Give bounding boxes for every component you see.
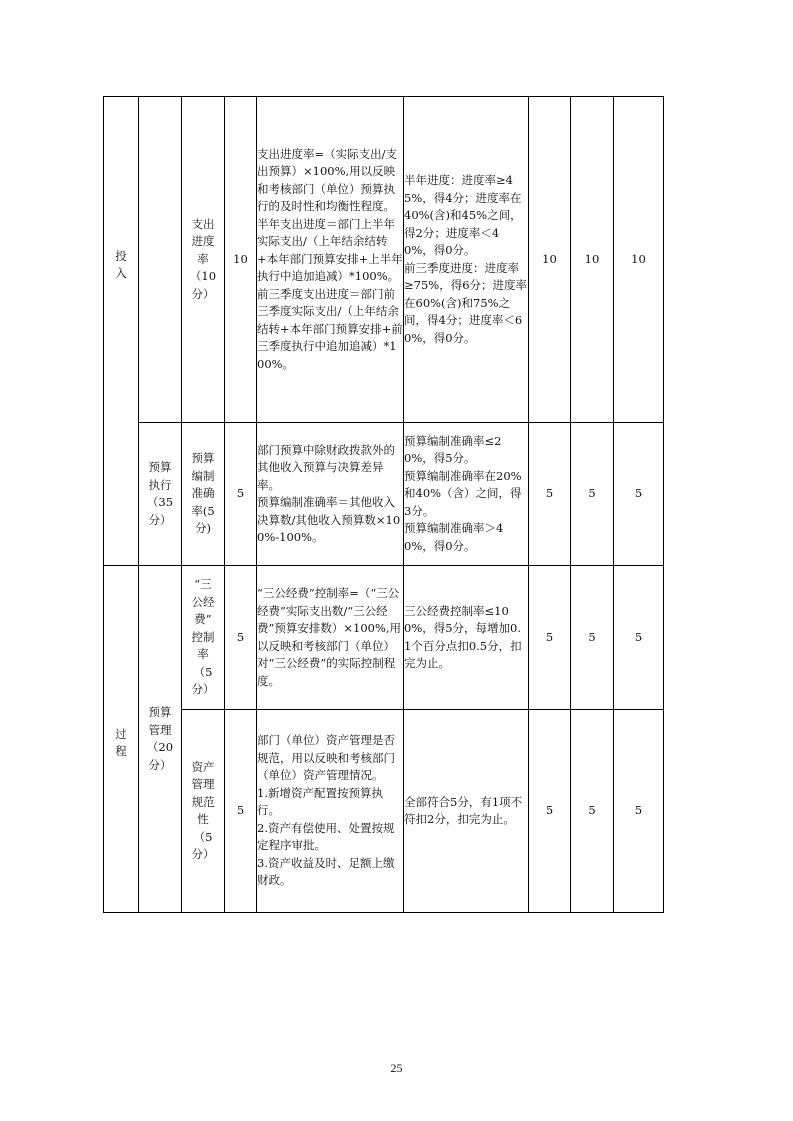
score-cell-2 <box>571 710 614 913</box>
criteria-text: 全部符合5分，有1项不符扣2分，扣完为止。 <box>404 794 523 826</box>
score-cell-3 <box>614 97 664 423</box>
weight-value: 5 <box>236 629 245 644</box>
table-row <box>104 423 664 566</box>
weight-cell <box>225 423 257 566</box>
description-cell <box>257 566 404 710</box>
score-value: 5 <box>588 486 596 501</box>
score-value: 5 <box>634 486 643 501</box>
weight-value: 5 <box>236 486 245 501</box>
score-cell-3 <box>614 423 664 566</box>
score-cell-2 <box>571 566 614 710</box>
criteria-cell <box>404 566 529 710</box>
level3-label: “三 公经 费” 控制 率 （5 分） <box>191 577 215 697</box>
level2-cell <box>139 423 182 566</box>
criteria-cell <box>404 97 529 423</box>
description-cell <box>257 97 404 423</box>
level2-label: 预算 执行 （35 分） <box>146 460 174 527</box>
description-text: 部门（单位）资产管理是否规范，用以反映和考核部门（单位）资产管理情况。 1.新增资产配置按预算执行。 2.资产有偿使用、处置按规定程序审批。 3.资产收益及时、足额上缴财政。 <box>257 733 395 888</box>
level3-cell <box>182 423 225 566</box>
score-cell-1 <box>529 97 571 423</box>
criteria-text: 三公经费控制率≤100%，得5分，每增加0.1个百分点扣0.5分，扣完为止。 <box>404 603 522 670</box>
page-number: 25 <box>390 1061 403 1075</box>
score-cell-3 <box>614 710 664 913</box>
weight-value: 5 <box>236 803 245 818</box>
score-cell-1 <box>529 423 571 566</box>
category-label: 过 程 <box>115 726 127 758</box>
score-value: 10 <box>542 251 557 266</box>
criteria-text: 半年进度：进度率≥45%，得4分；进度率在40%(含)和45%之间，得2分；进度率＜40%，得0分。 前三季度进度：进度率≥75%，得6分；进度率在60%(含)和75%之间，得4分；进度率＜60%，得0分。 <box>404 173 528 345</box>
table-row <box>104 566 664 710</box>
score-cell-3 <box>614 566 664 710</box>
criteria-cell <box>404 423 529 566</box>
score-cell-2 <box>571 423 614 566</box>
category-cell-input <box>104 97 139 566</box>
score-value: 10 <box>631 251 646 266</box>
score-cell-1 <box>529 710 571 913</box>
description-text: “三公经费”控制率=（“三公经费”实际支出数/“三公经费”预算安排数）×100%,用以反映和考核部门（单位）对“三公经费”的实际控制程度。 <box>257 586 402 688</box>
score-value: 10 <box>584 251 600 266</box>
weight-value: 10 <box>233 251 248 266</box>
table-row <box>104 97 664 423</box>
weight-cell <box>225 710 257 913</box>
description-text: 支出进度率=（实际支出/支出预算）×100%,用以反映和考核部门（单位）预算执行的及时性和均衡性程度。 半年支出进度＝部门上半年实际支出/（上年结余结转+本年部门预算安排+上半年执行中追加追减）*100%。 前三季度支出进度＝部门前三季度实际支出/（上年结余结转+本年部门预算安排+前三季度执行中追加追减）*100%。 <box>257 146 403 371</box>
criteria-cell <box>404 710 529 913</box>
weight-cell <box>225 97 257 423</box>
level2-cell <box>139 97 182 423</box>
table-row <box>104 710 664 913</box>
level2-label: 预算 管理 （20 分） <box>146 705 174 772</box>
score-cell-1 <box>529 566 571 710</box>
level2-cell <box>139 566 182 913</box>
score-value: 5 <box>634 803 643 818</box>
weight-cell <box>225 566 257 710</box>
evaluation-table <box>103 96 664 913</box>
level3-label: 资产 管理 规范 性 （5 分） <box>191 759 215 861</box>
description-cell <box>257 423 404 566</box>
score-value: 5 <box>545 486 554 501</box>
level3-label: 预算 编制 准确 率(5 分) <box>191 451 215 536</box>
score-cell-2 <box>571 97 614 423</box>
level3-label: 支出 进度 率 （10 分） <box>189 216 217 301</box>
score-value: 5 <box>588 803 596 818</box>
criteria-text: 预算编制准确率≤20%，得5分。 预算编制准确率在20%和40%（含）之间，得3分。 预算编制准确率＞40%，得0分。 <box>404 433 522 553</box>
description-cell <box>257 710 404 913</box>
score-value: 5 <box>588 629 596 644</box>
level3-cell <box>182 710 225 913</box>
score-value: 5 <box>634 629 643 644</box>
level3-cell <box>182 97 225 423</box>
description-text: 部门预算中除财政拨款外的其他收入预算与决算差异率。 预算编制准确率＝其他收入决算数/其他收入预算数×100%-100%。 <box>257 442 401 544</box>
category-cell-process <box>104 566 139 913</box>
category-label: 投 入 <box>115 248 127 280</box>
level3-cell <box>182 566 225 710</box>
score-value: 5 <box>545 803 554 818</box>
score-value: 5 <box>545 629 554 644</box>
